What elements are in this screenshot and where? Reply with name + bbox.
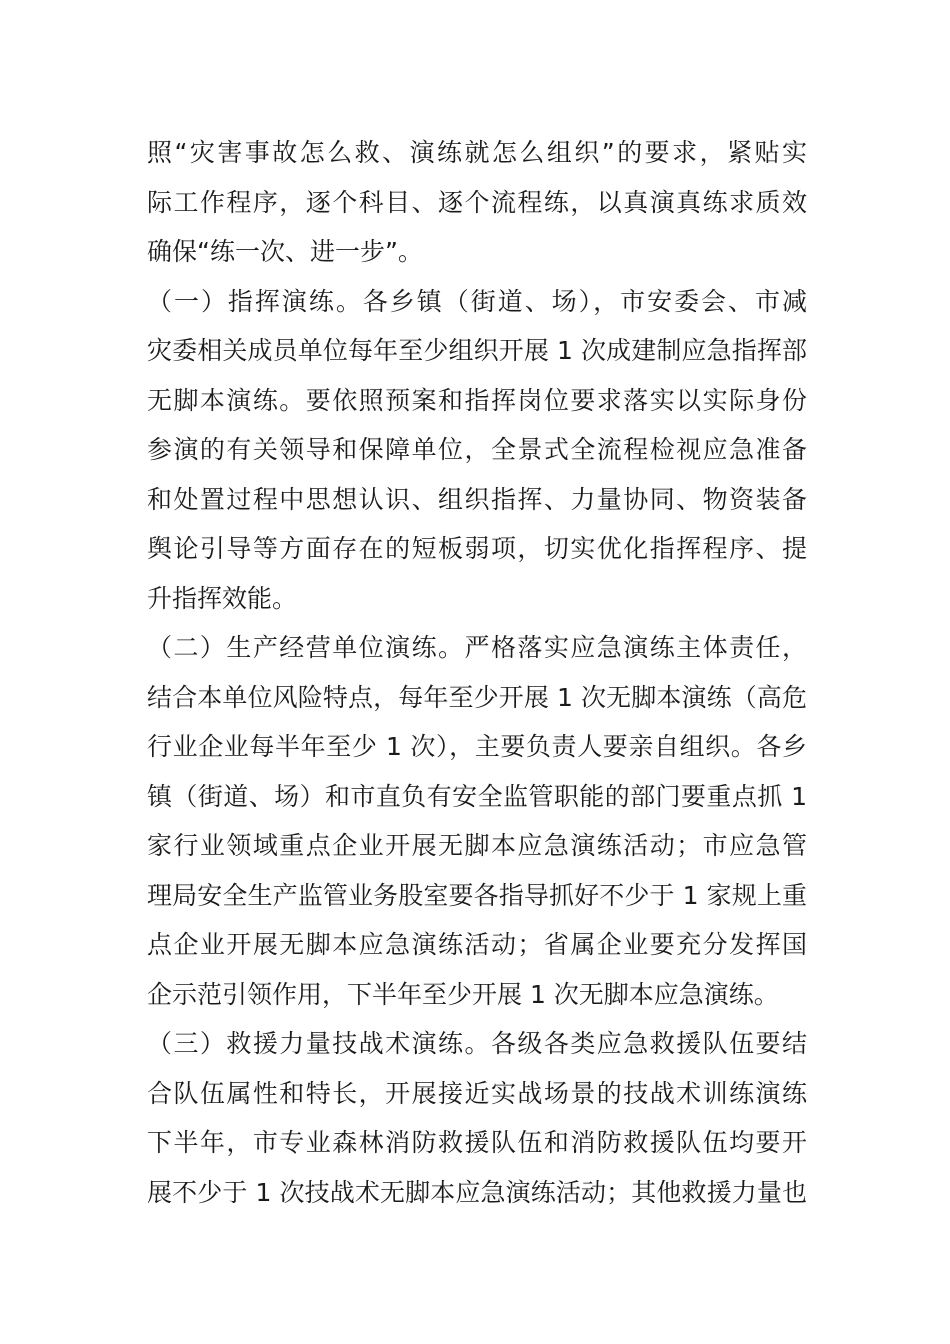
section-heading-1: （一）指挥演练。各乡镇（街道、场），市安委会、市减 bbox=[147, 287, 807, 316]
text-line-16: 理局安全生产监管业务股室要各指导抓好不少于 1 家规上重 bbox=[147, 881, 807, 910]
text-line-17: 点企业开展无脚本应急演练活动；省属企业要充分发挥国 bbox=[147, 930, 807, 959]
text-line-1: 照“灾害事故怎么救、演练就怎么组织”的要求，紧贴实 bbox=[147, 138, 807, 167]
text-line-3: 确保“练一次、进一步”。 bbox=[147, 237, 423, 266]
text-line-10: 升指挥效能。 bbox=[147, 584, 298, 613]
section-heading-2: （二）生产经营单位演练。严格落实应急演练主体责任， bbox=[147, 633, 807, 662]
text-line-20: 合队伍属性和特长，开展接近实战场景的技战术训练演练 bbox=[147, 1079, 807, 1108]
text-line-5: 灾委相关成员单位每年至少组织开展 1 次成建制应急指挥部 bbox=[147, 336, 807, 365]
text-line-8: 和处置过程中思想认识、组织指挥、力量协同、物资装备 bbox=[147, 485, 807, 514]
text-line-18: 企示范引领作用，下半年至少开展 1 次无脚本应急演练。 bbox=[147, 980, 779, 1009]
text-line-22: 展不少于 1 次技战术无脚本应急演练活动；其他救援力量也 bbox=[147, 1178, 807, 1207]
text-line-7: 参演的有关领导和保障单位，全景式全流程检视应急准备 bbox=[147, 435, 807, 464]
text-line-14: 镇（街道、场）和市直负有安全监管职能的部门要重点抓 1 bbox=[147, 782, 807, 811]
text-line-6: 无脚本演练。要依照预案和指挥岗位要求落实以实际身份 bbox=[147, 386, 807, 415]
text-line-13: 行业企业每半年至少 1 次），主要负责人要亲自组织。各乡 bbox=[147, 732, 807, 761]
text-line-12: 结合本单位风险特点，每年至少开展 1 次无脚本演练（高危 bbox=[147, 683, 807, 712]
text-line-21: 下半年，市专业森林消防救援队伍和消防救援队伍均要开 bbox=[147, 1128, 807, 1157]
text-line-15: 家行业领域重点企业开展无脚本应急演练活动；市应急管 bbox=[147, 831, 807, 860]
section-heading-3: （三）救援力量技战术演练。各级各类应急救援队伍要结 bbox=[147, 1029, 807, 1058]
text-line-2: 际工作程序，逐个科目、逐个流程练，以真演真练求质效 bbox=[147, 188, 807, 217]
text-line-9: 舆论引导等方面存在的短板弱项，切实优化指挥程序、提 bbox=[147, 534, 807, 563]
